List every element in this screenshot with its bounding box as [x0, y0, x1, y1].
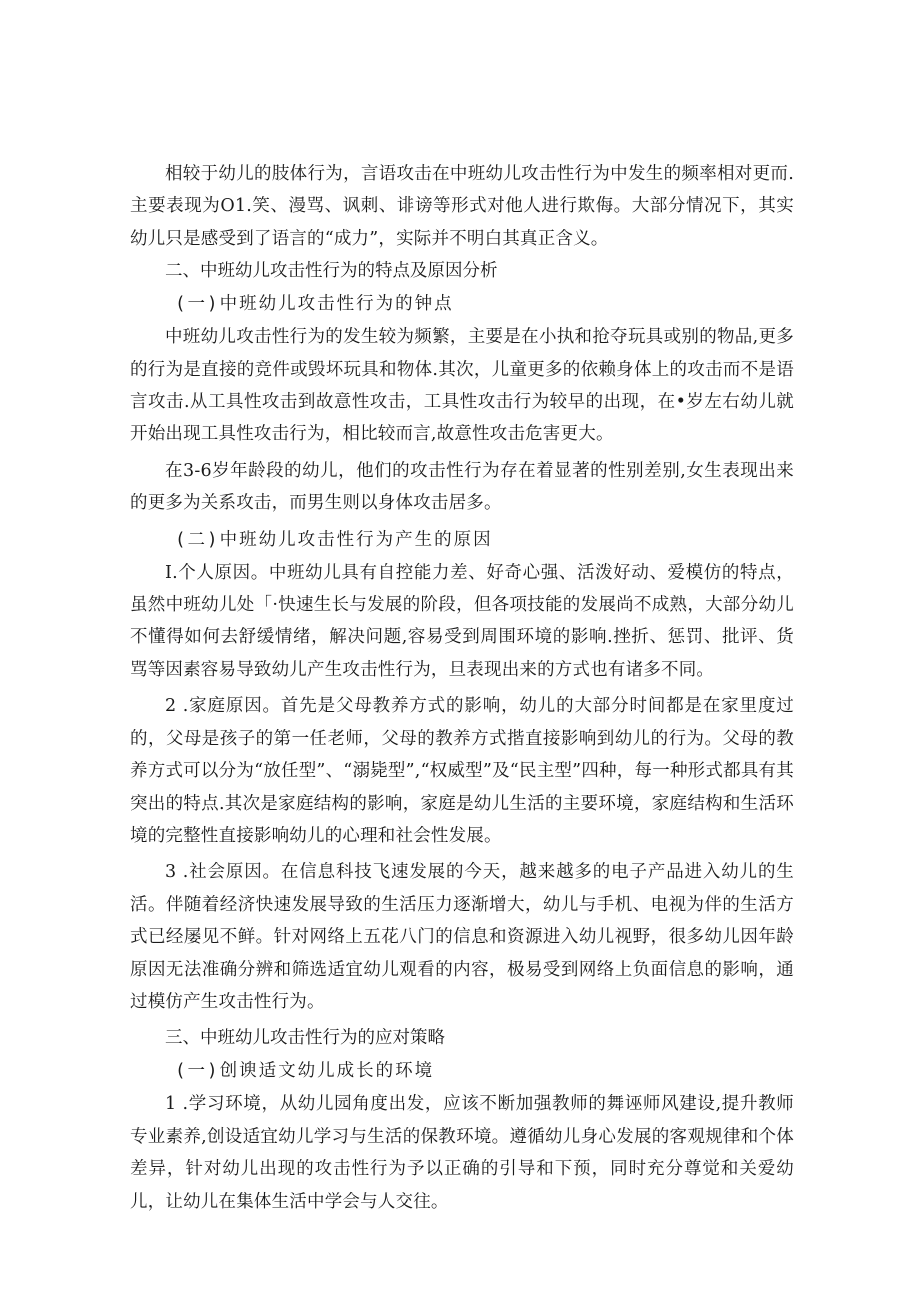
paragraph-personal-causes: I.个人原因。中班幼儿具有自控能力差、好奇心强、活泼好动、爱模仿的特点，虽然中班幼儿处「·快速生长与发展的阶段，但各项技能的发展尚不成熟，大部分幼儿不懂得如何去舒缓情绪，解决问题,容易受到周围环境的影响.挫折、惩罚、批评、货骂等因素容易导致幼儿产生攻击性行为，旦表现出来的方式也有诸多不同。 [130, 562, 794, 680]
paragraph-social-causes: 3 .社会原因。在信息科技飞速发展的今天，越来越多的电子产品进入幼儿的生活。伴随着经济快速发展导致的生活压力逐渐增大，幼儿与手机、电视为伴的生活方式已经屡见不鲜。针对网络上五花八门的信息和资源进入幼儿视野，很多幼儿因年龄原因无法准确分辨和筛选适宜幼儿观看的内容，极易受到网络上负面信息的影响，通过模仿产生攻击性行为。 [130, 862, 794, 1012]
paragraph-characteristics: 中班幼儿攻击性行为的发生较为频繁，主要是在小执和抢夺玩具或别的物品,更多的行为是直接的竞件或毁坏玩具和物体.其次，儿童更多的依赖身体上的攻击而不是语言攻击.从工具性攻击到故意性攻击，工具性攻击行为较早的出现，在•岁左右幼儿就开始出现工具性攻击行为，相比较而言,故意性攻击危害更大。 [130, 327, 794, 445]
subsection-heading-causes: (二)中班幼儿攻击性行为产生的原因 [175, 529, 493, 550]
subsection-heading-environment: (一)创谀适文幼儿成长的环境 [175, 1061, 435, 1082]
subsection-heading-characteristics: (一)中班幼儿攻击性行为的钟点 [175, 294, 454, 315]
document-body [130, 158, 794, 1222]
paragraph-learning-environment: 1 .学习环境，从幼儿园角度出发，应该不断加强教师的舞诬师风建设,提升教师专业素养,创设适宜幼儿学习与生活的保教环境。遵循幼儿身心发展的客观规律和个体差异，针对幼儿出现的攻击性行为予以正确的引导和下预，同时充分尊觉和关爱幼儿，让幼儿在集体生活中学会与人交往。 [130, 1094, 794, 1212]
section-heading-2: 二、中班幼儿攻击性行为的特点及原因分析 [165, 261, 498, 282]
section-heading-3: 三、中班幼儿攻击性行为的应对策略 [165, 1028, 445, 1049]
paragraph-verbal-aggression: 相较于幼儿的肢体行为，言语攻击在中班幼儿攻击性行为中发生的频率相对更而.主要表现为O1.笑、漫骂、讽刺、诽谤等形式对他人进行欺侮。大部分情况下，其实幼儿只是感受到了语言的“成力”，实际并不明白其真正含义。 [130, 164, 794, 249]
paragraph-family-causes: 2 .家庭原因。首先是父母教养方式的影响，幼儿的大部分时间都是在家里度过的，父母是孩子的第一任老师，父母的教养方式揩直接影响到幼儿的行为。父母的教养方式可以分为“放任型”、“溺毙型”,“权威型”及“民主型”四种，每一种形式都具有其突出的特点.其次是家庭结构的影响，家庭是幼儿生活的主要环境，家庭结构和生活环境的完整性直接影响幼儿的心理和社会性发展。 [130, 696, 794, 846]
paragraph-gender-difference: 在3-6岁年龄段的幼儿，他们的攻击性行为存在着显著的性别差别,女生表现出来的更多为关系攻击，而男生则以身体攻击居多。 [130, 460, 794, 514]
